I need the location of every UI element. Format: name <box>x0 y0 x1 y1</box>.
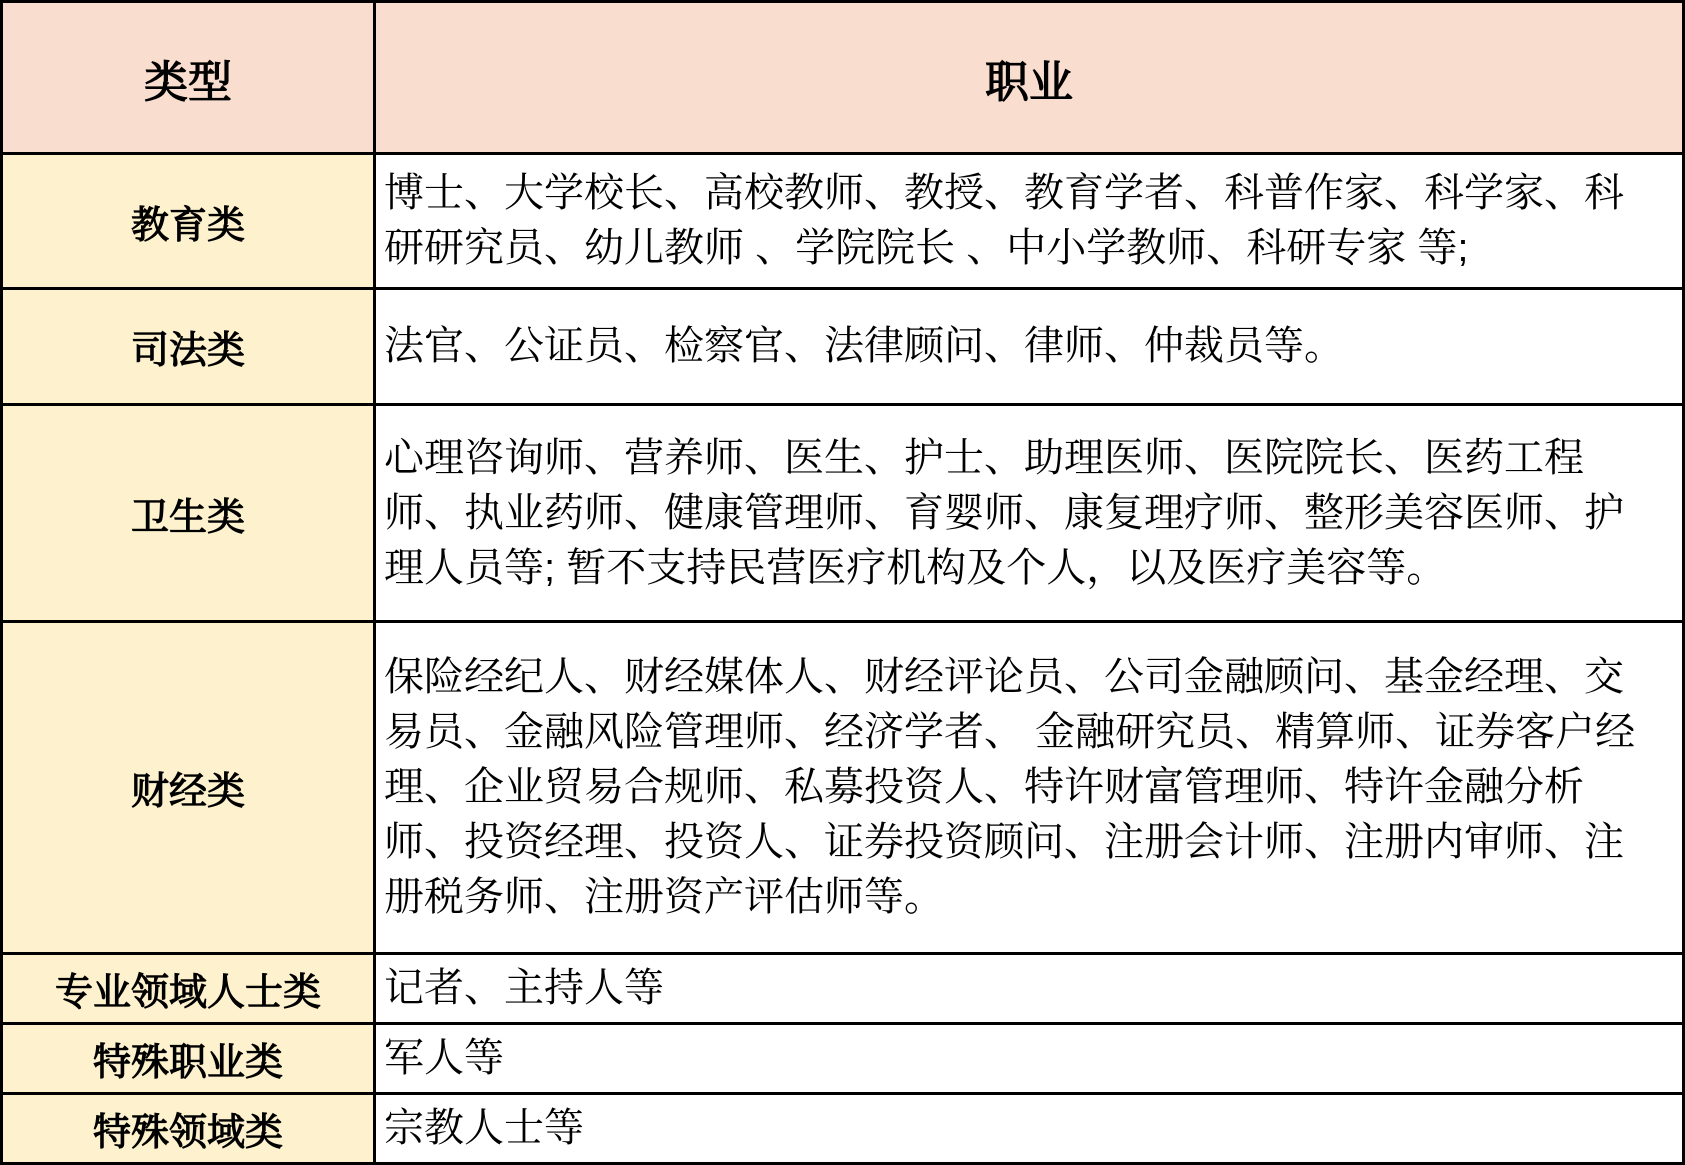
occupation-cell: 心理咨询师、营养师、医生、护士、助理医师、医院院长、医药工程师、执业药师、健康管理师、育婴师、康复理疗师、整形美容医师、护理人员等; 暂不支持民营医疗机构及个人，以及医疗美容等。 <box>375 405 1684 622</box>
occupation-cell: 博士、大学校长、高校教师、教授、教育学者、科普作家、科学家、科研研究员、幼儿教师 、学院院长 、中小学教师、科研专家 等; <box>375 154 1684 289</box>
category-cell: 财经类 <box>2 622 375 954</box>
occupation-cell: 法官、公证员、检察官、法律顾问、律师、仲裁员等。 <box>375 289 1684 405</box>
category-cell: 司法类 <box>2 289 375 405</box>
occupation-cell: 军人等 <box>375 1024 1684 1094</box>
table-row-health <box>2 405 1684 622</box>
category-cell: 特殊领域类 <box>2 1094 375 1164</box>
table-row-special-field <box>2 1094 1684 1164</box>
category-cell: 专业领域人士类 <box>2 954 375 1024</box>
category-cell: 卫生类 <box>2 405 375 622</box>
occupation-cell: 保险经纪人、财经媒体人、财经评论员、公司金融顾问、基金经理、交易员、金融风险管理师、经济学者、 金融研究员、精算师、证券客户经理、企业贸易合规师、私募投资人、特许财富管理师、特许金融分析师、投资经理、投资人、证券投资顾问、注册会计师、注册内审师、注册税务师、注册资产评估师等。 <box>375 622 1684 954</box>
table-row-education <box>2 154 1684 289</box>
category-cell: 教育类 <box>2 154 375 289</box>
occupation-cell: 宗教人士等 <box>375 1094 1684 1164</box>
table-header-row <box>2 2 1684 154</box>
header-cell-occupation: 职业 <box>375 2 1684 154</box>
category-cell: 特殊职业类 <box>2 1024 375 1094</box>
table-row-judicial <box>2 289 1684 405</box>
table-row-special-occupation <box>2 1024 1684 1094</box>
header-cell-type: 类型 <box>2 2 375 154</box>
occupation-cell: 记者、主持人等 <box>375 954 1684 1024</box>
table-row-professional-field <box>2 954 1684 1024</box>
table-row-finance <box>2 622 1684 954</box>
